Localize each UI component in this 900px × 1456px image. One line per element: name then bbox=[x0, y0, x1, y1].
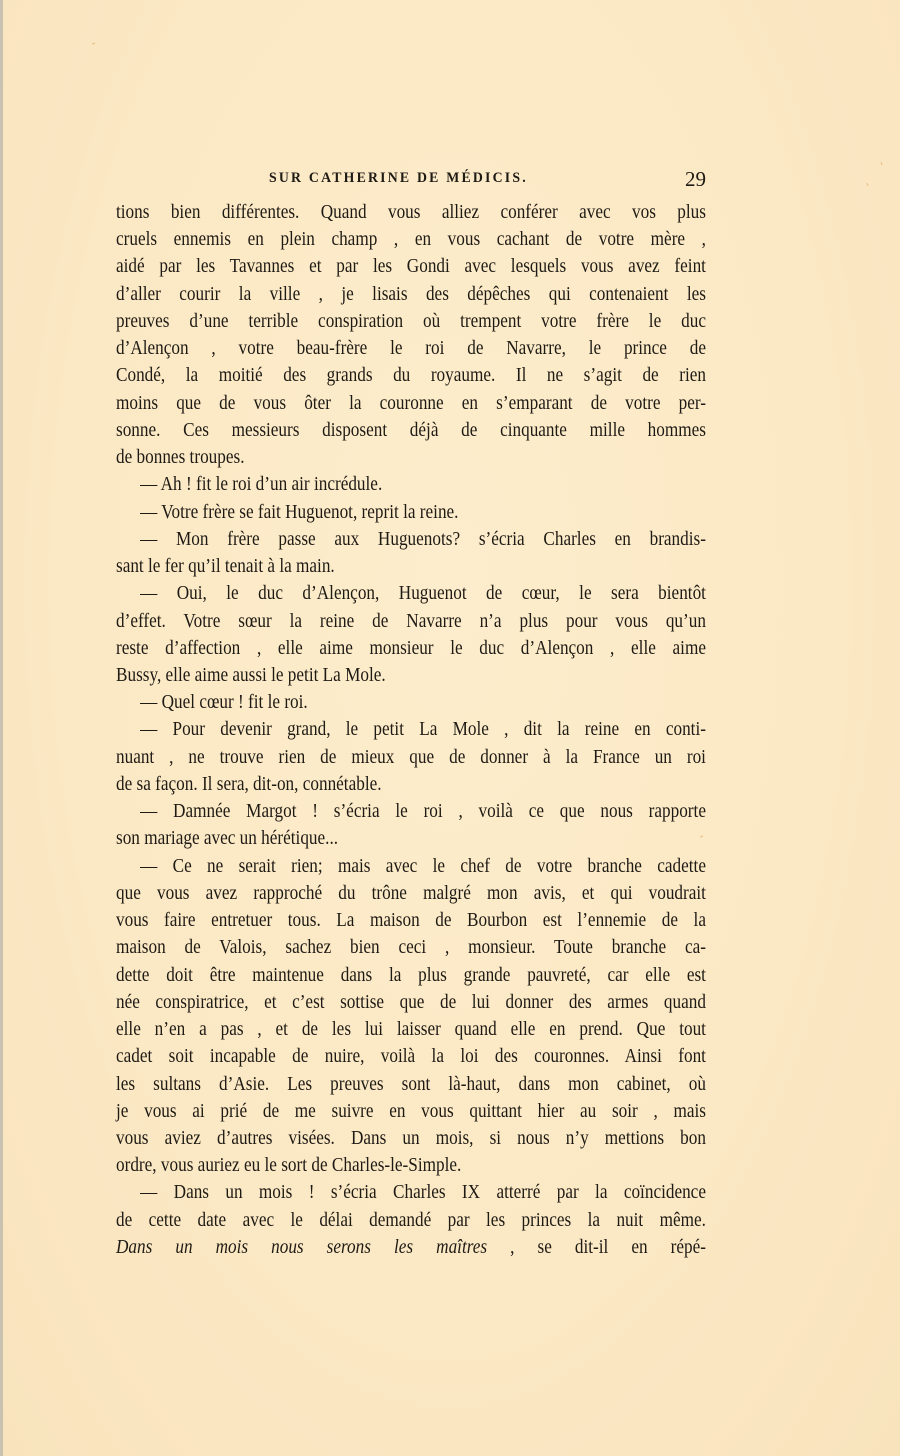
text-line: d’effet. Votre sœur la reine de Navarre n’a plus pour vous qu’un bbox=[116, 609, 706, 632]
text-line: vous faire entretuer tous. La maison de Bourbon est l’ennemie de la bbox=[116, 909, 706, 932]
running-head bbox=[116, 167, 706, 194]
body-text bbox=[116, 199, 706, 1261]
text-line: — Pour devenir grand, le petit La Mole , dit la reine en conti- bbox=[140, 718, 706, 741]
text-line: de bonnes troupes. bbox=[116, 446, 245, 469]
text-line: cadet soit incapable de nuire, voilà la loi des couronnes. Ainsi font bbox=[116, 1045, 706, 1068]
text-line: elle n’en a pas , et de les lui laisser quand elle en prend. Que tout bbox=[116, 1018, 706, 1041]
text-line: ordre, vous auriez eu le sort de Charles-le-Simple. bbox=[116, 1154, 462, 1177]
text-line: de sa façon. Il sera, dit-on, connétable. bbox=[116, 772, 382, 795]
text-line: vous aviez d’autres visées. Dans un mois, si nous n’y mettions bon bbox=[116, 1126, 706, 1149]
text-line: reste d’affection , elle aime monsieur le duc d’Alençon , elle aime bbox=[116, 636, 706, 659]
text-line: preuves d’une terrible conspiration où trempent votre frère le duc bbox=[116, 309, 706, 332]
text-line: — Quel cœur ! fit le roi. bbox=[140, 691, 308, 714]
text-line: sonne. Ces messieurs disposent déjà de cinquante mille hommes bbox=[116, 418, 706, 441]
paper-speck bbox=[881, 162, 883, 165]
text-line: dette doit être maintenue dans la plus grande pauvreté, car elle est bbox=[116, 963, 706, 986]
text-line: que vous avez rapproché du trône malgré mon avis, et qui voudrait bbox=[116, 881, 706, 904]
text-line: d’aller courir la ville , je lisais des dépêches qui contenaient les bbox=[116, 282, 706, 305]
text-line: d’Alençon , votre beau-frère le roi de Navarre, le prince de bbox=[116, 337, 706, 360]
text-line: Bussy, elle aime aussi le petit La Mole. bbox=[116, 663, 386, 686]
continuation-text: , se dit-il en répé- bbox=[487, 1235, 706, 1258]
text-line: de cette date avec le délai demandé par les princes la nuit même. bbox=[116, 1208, 706, 1231]
text-line: — Mon frère passe aux Huguenots? s’écria Charles en brandis- bbox=[140, 527, 706, 550]
running-title: SUR CATHERINE DE MÉDICIS. bbox=[269, 170, 528, 186]
text-line: — Oui, le duc d’Alençon, Huguenot de cœur, le sera bientôt bbox=[140, 582, 706, 605]
text-line: je vous ai prié de me suivre en vous quittant hier au soir , mais bbox=[116, 1099, 706, 1122]
text-line: son mariage avec un hérétique... bbox=[116, 827, 339, 850]
text-line: — Ce ne serait rien; mais avec le chef de votre branche cadette bbox=[140, 854, 706, 877]
text-line: — Votre frère se fait Huguenot, reprit la reine. bbox=[140, 500, 459, 523]
text-line: — Ah ! fit le roi d’un air incrédule. bbox=[140, 473, 383, 496]
text-line: — Dans un mois ! s’écria Charles IX atterré par la coïncidence bbox=[140, 1181, 706, 1204]
text-line: nuant , ne trouve rien de mieux que de donner à la France un roi bbox=[116, 745, 706, 768]
text-line: aidé par les Tavannes et par les Gondi avec lesquels vous avez feint bbox=[116, 255, 706, 278]
text-line: moins que de vous ôter la couronne en s’emparant de votre per- bbox=[116, 391, 706, 414]
text-line: les sultans d’Asie. Les preuves sont là-haut, dans mon cabinet, où bbox=[116, 1072, 706, 1095]
text-line: sant le fer qu’il tenait à la main. bbox=[116, 555, 335, 578]
page-number: 29 bbox=[685, 167, 706, 191]
text-line: cruels ennemis en plein champ , en vous cachant de votre mère , bbox=[116, 228, 706, 251]
text-line: tions bien différentes. Quand vous alliez conférer avec vos plus bbox=[116, 201, 706, 223]
text-line: née conspiratrice, et c’est sottise que de lui donner des armes quand bbox=[116, 990, 706, 1013]
paper-speck bbox=[92, 43, 95, 45]
text-line: Condé, la moitié des grands du royaume. Il ne s’agit de rien bbox=[116, 364, 706, 387]
paper-speck bbox=[866, 183, 868, 186]
text-line-final bbox=[116, 1234, 706, 1261]
text-line: — Damnée Margot ! s’écria le roi , voilà ce que nous rapporte bbox=[140, 800, 706, 823]
italic-quote: Dans un mois nous serons les maîtres bbox=[116, 1235, 488, 1258]
text-line: maison de Valois, sachez bien ceci , monsieur. Toute branche ca- bbox=[116, 936, 706, 959]
